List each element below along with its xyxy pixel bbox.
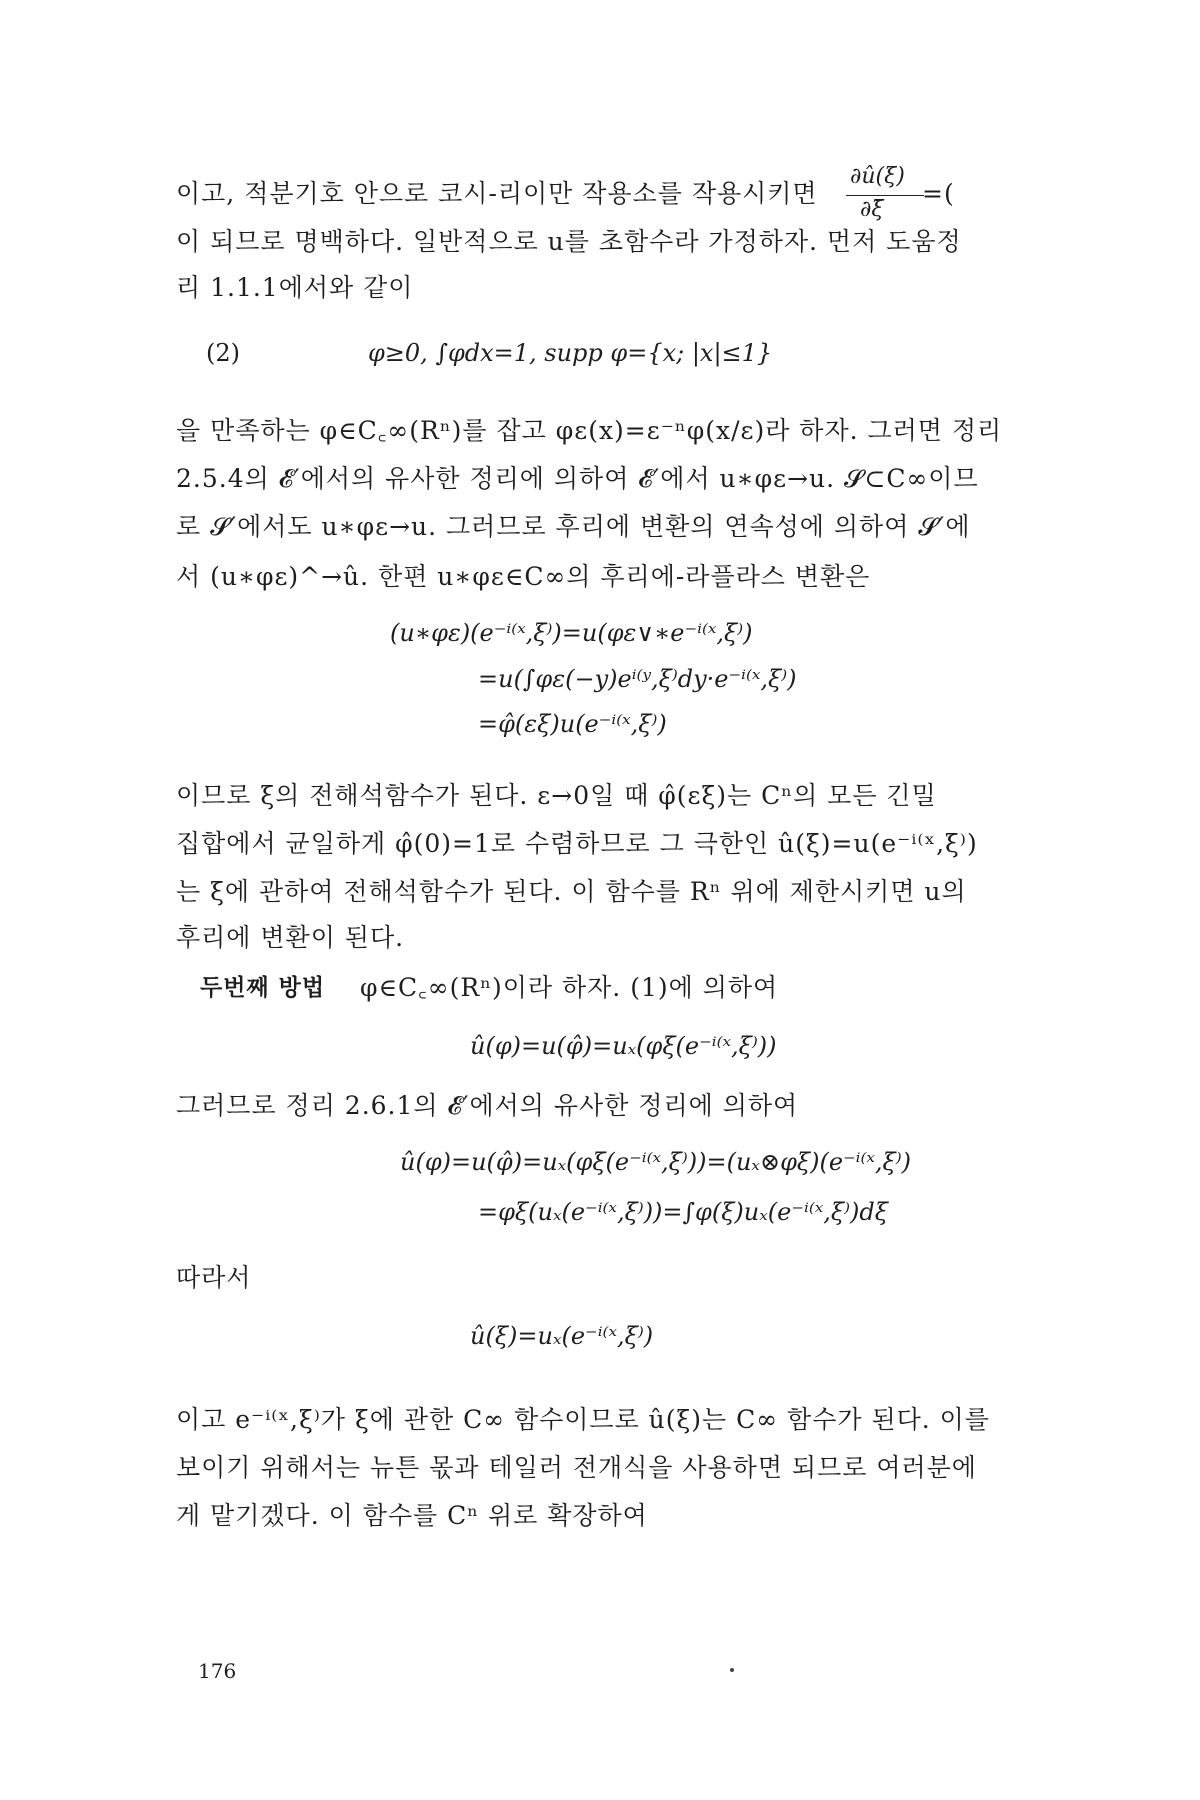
text-line: 로 𝓢′에서도 u∗φε→u. 그러므로 후리에 변환의 연속성에 의하여 𝓢′에	[176, 512, 971, 541]
fraction-numerator: ∂û(ξ)	[850, 164, 905, 189]
method-heading: 두번째 방법	[200, 975, 326, 1001]
text-line: 이고 e⁻ⁱ⁽ˣ,ξ⁾가 ξ에 관한 C∞ 함수이므로 û(ξ)는 C∞ 함수가 된다. 이를	[176, 1405, 990, 1434]
equation: =φ̂(εξ)u(e⁻ⁱ⁽ˣ,ξ⁾)	[478, 710, 667, 738]
text-line: 보이기 위해서는 뉴튼 몫과 테일러 전개식을 사용하면 되므로 여러분에	[176, 1453, 977, 1482]
text-line: 따라서	[176, 1263, 252, 1292]
text-line: 그러므로 정리 2.6.1의 𝓔′에서의 유사한 정리에 의하여	[176, 1091, 799, 1120]
equation: (u∗φε)(e⁻ⁱ⁽ˣ,ξ⁾)=u(φε∨∗e⁻ⁱ⁽ˣ,ξ⁾)	[390, 619, 753, 647]
equation: =u(∫φε(−y)eⁱ⁽ʸ,ξ⁾dy·e⁻ⁱ⁽ˣ,ξ⁾)	[478, 665, 797, 693]
text-line: 게 맡기겠다. 이 함수를 Cⁿ 위로 확장하여	[176, 1501, 648, 1530]
text-line: φ∈C꜀∞(Rⁿ)이라 하자. (1)에 의하여	[360, 973, 779, 1002]
text-line: 이고, 적분기호 안으로 코시-리이만 작용소를 작용시키면	[176, 179, 818, 208]
text-line: 이므로 ξ의 전해석함수가 된다. ε→0일 때 φ̂(εξ)는 Cⁿ의 모든 긴밀	[176, 781, 937, 810]
text-line: 서 (u∗φε)^→û. 한편 u∗φε∈C∞의 후리에-라플라스 변환은	[176, 562, 871, 591]
text-line: 이 되므로 명백하다. 일반적으로 u를 초함수라 가정하자. 먼저 도움정	[176, 227, 962, 256]
equation: û(ξ)=uₓ(e⁻ⁱ⁽ˣ,ξ⁾)	[470, 1322, 654, 1350]
text-line: 2.5.4의 𝓔′에서의 유사한 정리에 의하여 𝓔′에서 u∗φε→u. 𝓢⊂C∞이므	[176, 464, 979, 493]
equation: û(φ)=u(φ̂)=uₓ(φξ(e⁻ⁱ⁽ˣ,ξ⁾))	[470, 1032, 777, 1060]
equation-number: (2)	[206, 339, 240, 367]
equation: =φξ(uₓ(e⁻ⁱ⁽ˣ,ξ⁾))=∫φ(ξ)uₓ(e⁻ⁱ⁽ˣ,ξ⁾)dξ	[478, 1198, 888, 1226]
fraction-denominator: ∂ξ̄	[860, 197, 884, 222]
text-line: 집합에서 균일하게 φ̂(0)=1로 수렴하므로 그 극한인 û(ξ)=u(e⁻ⁱ⁽ˣ,ξ⁾)	[176, 829, 978, 858]
text-line: 는 ξ에 관하여 전해석함수가 된다. 이 함수를 Rⁿ 위에 제한시키면 u의	[176, 877, 967, 906]
text-line: 리 1.1.1에서와 같이	[176, 273, 414, 302]
fraction-tail: =(	[922, 179, 955, 208]
speck-mark	[730, 1668, 734, 1672]
equation: û(φ)=u(φ̂)=uₓ(φξ(e⁻ⁱ⁽ˣ,ξ⁾))=(uₓ⊗φξ)(e⁻ⁱ⁽ˣ,ξ⁾)	[400, 1148, 912, 1176]
page-number: 176	[198, 1659, 237, 1683]
text-line: 후리에 변환이 된다.	[176, 923, 405, 952]
text-line: 을 만족하는 φ∈C꜀∞(Rⁿ)를 잡고 φε(x)=ε⁻ⁿφ(x/ε)라 하자. 그러면 정리	[176, 416, 1003, 445]
equation: φ≥0, ∫φdx=1, supp φ={x; |x|≤1}	[368, 339, 773, 367]
fraction-bar	[846, 195, 924, 196]
